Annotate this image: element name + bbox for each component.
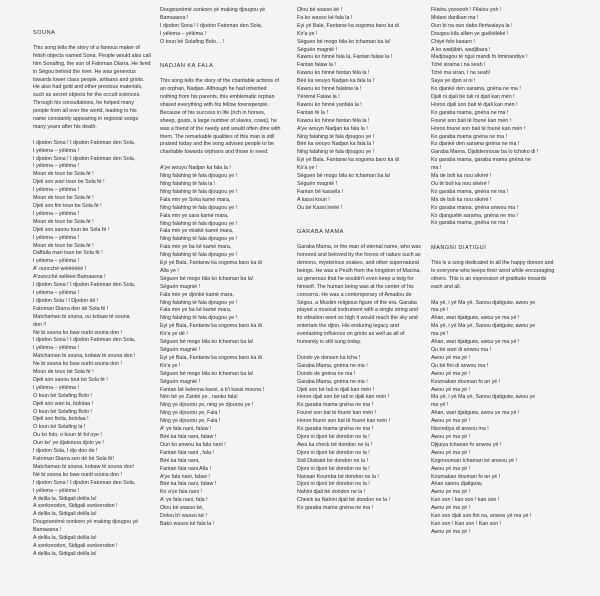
lyric-line: Kogmouman tchaman ké anwou yé !: [431, 457, 517, 464]
lyric-line: Awou ye ma yé !: [431, 433, 471, 440]
lyric-line: Moun de toun be Sola fé !: [33, 242, 94, 249]
section-intro-nadjan-ka-fala: This song tells the story of the charitable actions of an orphan, Nadjan. Although he had inherited nothing from his parents, this emblematic orphan shared everything with his fellow townspeople. Because of his success in life (rich in horses, sheep, goats, a large number of slaves, cows), he was a friend of the needy and would often dine with them. The remarkable qualities of this man is still praised today and the song advises people to be charitable towards orphans and those in need.: [160, 78, 281, 156]
lyric-line: Eyi yé Bala, Fantanw ka sogoma baro ka di: [297, 22, 399, 29]
lyric-line: Awou yé ma yé !: [431, 528, 471, 535]
lyric-line: Djeli son sanou toun be Sola fé !: [33, 226, 110, 233]
lyric-line: Horon djali son bali té djali kan mén !: [431, 101, 518, 108]
lyric-line: Alla ye !: [160, 267, 179, 274]
lyric-line: Awou yé ma yé !: [431, 354, 471, 361]
lyric-line: Djali ni djali bé tali ni djali kan mén !: [431, 93, 515, 100]
lyric-line: Ko garaba mama gnéna ne ma !: [297, 402, 373, 409]
lyric-line: Fatoman Diarra den dé Sola fé !: [33, 305, 109, 312]
lyric-line: Fala min ye djonké kamé mara,: [160, 291, 234, 298]
lyric-line: I yélema – yéléma !: [160, 30, 206, 37]
lyric-line: Béé ka fala nani,: [160, 457, 200, 464]
lyric-line: Né bi souna ko baw ourdi souna don !: [33, 471, 122, 478]
lyric-line: Djeli son finila, bololaa !: [33, 416, 89, 423]
lyric-line: Fantan fé la !: [297, 109, 328, 116]
lyric-line: A' ye fala nani, falaw !: [160, 426, 212, 433]
lyric-line: A sonkorodon, Sidigali sonkorodon !: [33, 542, 118, 549]
lyric-line: Ning falahing té fala djougou ye !: [297, 133, 375, 140]
lyric-line: Ko garaba mama, gnéna ne ma !: [431, 109, 509, 116]
lyric-line: I djodon Sola ! I Djodon dé !: [33, 297, 99, 304]
lyric-line: Fala min ye ba ké kamé mara,: [160, 307, 232, 314]
section-intro-mangni-diatigui: This is a song dedicated to all the happy donors and to everyone who keeps their word while encouraging others. This is an expression of gratitude towards each and all.: [431, 260, 555, 290]
lyric-line: Chiyé folo kasarn !: [431, 38, 475, 45]
lyric-line: A ko wadjibiri, wadjibara !: [431, 46, 491, 53]
lyric-line: Moun de toun bé Sola fé !: [33, 369, 94, 376]
lyric-line: Ning falahing té fala djougou ye !: [160, 299, 238, 306]
lyric-line: ma yé !: [431, 307, 449, 314]
lyric-line: I djodon Sona ! I djodon Fatoman den Sola,: [33, 337, 136, 344]
lyric-line: Kir'a ye dé !: [160, 331, 188, 338]
lyric-line: Nisondiya di anwou ma !: [431, 426, 489, 433]
lyric-line: ma !: [431, 165, 442, 172]
lyric-line: Bamaasna !: [160, 14, 189, 21]
lyric-line: Djoni ni djoni bé dondon ne la !: [297, 449, 370, 456]
lyric-line: I yélema – yéléma !: [33, 234, 79, 241]
lyric-line: Ma yé, i yé Ma yé, Sanou djatiguiw, awou ye: [431, 299, 536, 306]
lyric-line: Awou yé ma yé !: [431, 505, 471, 512]
lyric-line: Awou ye ma yé !: [431, 418, 471, 425]
lyric-line: Awa ka check bé dondon ne la !: [297, 441, 372, 448]
lyric-line: Nansan Koumba bé dondon ne la !: [297, 473, 379, 480]
lyric-line: Horon djali son bé tali ni djali kan mén !: [297, 394, 390, 401]
lyric-line: Garaba Mama, gnéna ne ma !: [297, 362, 368, 369]
lyric-line: Ou ko folo, o koun té fol oye !: [33, 432, 102, 439]
lyric-line: Ko djanguélé sarama, gnéna ne ma !: [431, 212, 518, 219]
lyric-line: Fantan fala nani Alla !: [160, 465, 211, 472]
lyric-line: Kawou ko hinné yanfala la !: [297, 101, 362, 108]
lyric-line: Matchaman bi souna, kobaw té souna don !: [33, 353, 136, 360]
lyric-line: A' ouncché welééééé !: [33, 266, 87, 273]
lyric-line: I yélema – yéléma !: [33, 210, 79, 217]
lyric-line: Fala min ye misiké kamé mara,: [160, 228, 234, 235]
lyric-line: Ou bé fini di anwou ma !: [431, 362, 489, 369]
lyric-line: Tché sirama i na seah !: [431, 62, 486, 69]
lyric-line: I djodon Sona ! I djodon Fatoman den Sola,: [33, 282, 136, 289]
lyric-line: Koumakan douman fo an yé !: [431, 473, 501, 480]
lyric-line: A'ouncché wéléee Bamaasna !: [33, 274, 106, 281]
lyric-line: Ko a'ye fala nani !: [160, 489, 202, 496]
lyric-line: Ning falahing té fala djougou ye !: [160, 252, 238, 259]
lyric-line: Séguén magnié !: [160, 378, 201, 385]
lyric-line: Ning falahing té fala djougou ye !: [160, 236, 238, 243]
lyric-line: Ko garaba mama gnéna ne ma !: [297, 426, 373, 433]
lyric-line: Awou ye ma yé !: [431, 489, 471, 496]
lyric-line: Filalou yoooooh ! Filalou yoh !: [431, 7, 502, 13]
lyric-line: Ahan, wari djatiguiw, awou ye ma yé !: [431, 410, 520, 417]
lyric-line: Ko djanké den sarama, gnéna ne ma !: [431, 86, 521, 93]
lyric-line: Ko garaba mama, gnéna ne ma !: [431, 188, 509, 195]
lyric-line: Kir'a ye !: [297, 30, 318, 37]
lyric-line: Madjougou té ngui mandi fo timinandiye !: [431, 54, 528, 61]
lyrics-garaba-mama: [297, 355, 422, 513]
lyric-line: Fala min ye sara kamé mara,: [160, 212, 229, 219]
lyric-line: Ko garaba mama, garaba mama gnéna ne: [431, 157, 531, 164]
lyric-line: Koumakan douman fo an yé !: [431, 378, 501, 385]
lyric-line: Ne bi souna ko baw ourbi souna don !: [33, 329, 122, 336]
lyric-line: Awou yé ma yé !: [431, 449, 471, 456]
lyric-line: Fantan bé kelenna kassi, a b'i kassi mouna !: [160, 386, 265, 393]
lyric-line: Djeli son fini toun be Sola fé !: [33, 203, 102, 209]
section-title-garaba-mama: GARABA MAMA: [297, 229, 344, 236]
lyric-line: Kir'a ye !: [160, 362, 181, 369]
lyric-line: Ahan sanou djatiguiw,: [431, 481, 483, 488]
lyric-line: Béé ka wouyo Nadjan ka fala la !: [297, 141, 375, 148]
lyric-line: Bamaasna !: [33, 527, 62, 534]
lyric-line: Fantan fala nani , fala !: [160, 449, 214, 456]
lyric-line: Ning falahing té fala djougou ye !: [297, 149, 375, 156]
lyric-line: Fa ko wasso ké fala la !: [297, 14, 353, 21]
section-title-mangni-diatigui: MANGNI DIATIGUI: [431, 245, 487, 252]
lyric-line: Ning falahing té fala djougou ye !: [160, 204, 238, 211]
lyric-line: Horon founé son bali té founé kan mén !: [431, 125, 526, 132]
lyric-line: Ning ye djourou ye, Fala !: [160, 418, 221, 425]
lyric-line: Ning ye djourou ye, Fala !: [160, 410, 221, 417]
lyric-line: Kawou ko hinné fala la, Fantan falaw la !: [297, 54, 393, 61]
lyric-line: Kir'a ye !: [297, 165, 318, 172]
lyric-line: O toun bé Solafing Bolo !: [33, 408, 92, 415]
lyric-line: A delila la, Sidigali delila la!: [33, 535, 97, 542]
column-2: [160, 7, 282, 529]
lyric-line: Ning falahing té fala la !: [160, 180, 216, 187]
lyric-line: I yélema – yéléma !: [33, 345, 79, 352]
lyric-line: Séguen bé mogo bila ko tchaman ba la!: [160, 275, 254, 282]
lyric-line: Kawou ko hinné fantan féla la !: [297, 117, 370, 124]
lyric-line: Garaba Mama, Djalidennouw ba lo tchoko di !: [431, 149, 539, 156]
lyric-line: O toun bé Solafing Bolo… !: [160, 38, 225, 45]
lyric-line: Dougou kila allien ye guékéléké !: [431, 30, 509, 37]
lyric-line: O toun bé Solafing Bolo !: [33, 392, 92, 399]
lyrics-nadjan-ka-fala: [160, 165, 282, 529]
lyric-line: I djodon Sona ! I djodon Fatoman den Sola,: [33, 479, 136, 486]
lyric-line: A delila la, Sidigali delila la!: [33, 495, 97, 502]
lyric-line: A'ye wouyo Nadjan ka fala la !: [160, 165, 231, 172]
lyric-line: Ma yé, i yé Ma yé, Sanou djatiguiw, awou ye: [431, 323, 536, 330]
lyric-line: A' ye fala nani, fala !: [160, 497, 208, 504]
lyric-line: Eyi yé Bala, Fantanw ka sogoma baro ka di: [160, 323, 262, 330]
section-title-nadjan-ka-fala: NADJAN KA FALA: [160, 63, 214, 70]
lyric-line: Séguén magnié !: [297, 46, 338, 53]
lyric-line: Dondo ye donsen ka tcha !: [297, 354, 361, 361]
lyric-line: Fantan falaw la !: [297, 62, 336, 69]
lyric-line: Séguén magnié !: [160, 283, 201, 290]
lyric-line: Béé ka fala nani, falaw !: [160, 433, 217, 440]
lyric-line: Ko garaba mama, gnéna anwou ma !: [431, 204, 519, 211]
lyric-line: Garaba Mama, gnéna ne ma !: [297, 378, 368, 385]
lyric-line: Ning falahing té fala djougou ye !: [160, 315, 238, 322]
lyrics-mangni-diatigui: [431, 300, 559, 537]
lyric-line: don !!: [33, 321, 47, 328]
lyric-line: Djeli son sanou tout bé Sola fé !: [33, 376, 108, 383]
lyric-line: Djeli son wari toun be Sola fé !: [33, 179, 105, 186]
lyric-line: I yélema – yéléma !: [33, 258, 79, 265]
lyric-line: Oun bi na oun dabo fleriwalaya la !: [431, 22, 513, 29]
lyric-line: I yélema – yéléma !: [33, 147, 79, 154]
lyric-line: Ko garaba mama gnéna ne ma !: [431, 133, 507, 140]
lyric-line: Séguen bé mogo bila ko tchaman ba la!: [297, 38, 391, 45]
lyric-line: A kassi koun !: [297, 196, 330, 203]
lyric-line: Founé son bal té founé kan mén !: [297, 410, 376, 417]
lyric-line: Ma de boli ka nou sikéré !: [431, 173, 492, 180]
lyric-line: I yélema – yéléma !: [33, 487, 79, 494]
lyric-line: Kan son djali son fini na, anwou yé ma yé !: [431, 513, 532, 520]
lyric-line: I djodon Sona ! I djodon Fatoman den Sola,: [160, 22, 263, 29]
lyric-line: I yélema – yéléma !: [33, 384, 79, 391]
lyric-line: Midani danlkan ma !: [431, 14, 479, 21]
lyric-line: Matchaman bi souna, kobaw té souna don!: [33, 463, 135, 470]
lyric-line: I yélema – yéléma !: [33, 289, 79, 296]
lyric-line: Eyi yé Bala, Fantanw ka sogoma baro ka di: [297, 157, 399, 164]
lyric-line: Ning falahing té fala djougou ye !: [160, 173, 238, 180]
lyric-line: Daffalla mari toun be Sola fé !: [33, 250, 103, 257]
lyric-line: Ning ye djourou ye, ning ye djourou ye !: [160, 402, 254, 409]
lyric-line: Fala min ye ba ké kamé mara,: [160, 244, 232, 251]
lyric-line: Eyi yé Bala, Fantanw ka sogoma baro ka di: [160, 260, 262, 267]
lyric-line: Awou yé ma yé !: [431, 465, 471, 472]
lyric-line: Awou yé ma yé !: [431, 370, 471, 377]
lyric-line: A delila la, Sidigali delila la!: [33, 550, 97, 557]
lyric-line: Ko djanké den sarama gnéna ne ma !: [431, 141, 520, 148]
lyric-line: Ou té boli ka nou sikéré !: [431, 180, 490, 187]
lyric-line: I yélema – yéléma !: [33, 187, 79, 194]
lyric-line: Dondo de gnéna ne ma !: [297, 370, 356, 377]
lyric-line: A delila la, Sidigali delila la!: [33, 511, 97, 518]
lyric-line: Fala min ye Soka kamé mara,: [160, 196, 231, 203]
column-1: [33, 29, 151, 559]
column-4: [431, 7, 559, 537]
lyric-line: Djeli son bé tali ni djali kan mén !: [297, 386, 375, 393]
column-3: [297, 7, 422, 513]
lyric-line: Djoni ni djoni bé dondon ne la !: [297, 481, 370, 488]
lyric-line: Ne bi souna ko baw ourbi souna don !: [33, 361, 122, 368]
lyric-line: Djeli son wari la, bololaa !: [33, 400, 94, 407]
lyric-line: Djijuiya tchanan fo anwou yé !: [431, 441, 502, 448]
lyric-line: Ning falahing té fala djougou ye !: [160, 220, 238, 227]
lyric-line: Dolou b'i wasso ké !: [160, 513, 207, 520]
lyric-line: Tché ma siran, I na seah!: [431, 70, 491, 77]
lyric-line: Olou bé wasso ké !: [297, 7, 343, 13]
lyric-line: Olou bé wasso ké,: [160, 505, 204, 512]
section-title-souna: SOUNA: [33, 30, 56, 36]
lyric-line: Matchaman bi souna, ou kobaw té souna: [33, 313, 130, 320]
lyric-line: Founé son bali té founé kan mén !: [431, 117, 512, 124]
lyrics-souna-continued: [160, 7, 282, 47]
lyric-line: Djoni ni djoni bé dondon ne la !: [297, 433, 370, 440]
lyric-line: Séguén magnié !: [297, 180, 338, 187]
lyric-line: Fantan bé kasséla !: [297, 188, 344, 195]
lyric-line: Séguen bé mogo bila ko tchaman ba la!: [160, 370, 254, 377]
section-intro-souna: This song tells the story of a famous maker of fetish objects named Sona. People would also call him Sonafing, the son of Fatoman Diarra. He lived in Ségou behind the river. He was generous towards lower class people, artisans and griots. He also had gold and other precious materials, such as secret objects for the occult sciences. Through his consultations, he helped many people from all over the world, leading to his name constantly appearing in regional songs many years after his death.: [33, 44, 151, 130]
lyric-line: I djodon Sola, I djo don de !: [33, 448, 98, 455]
lyric-line: I yélema – yéléma !: [33, 163, 79, 170]
lyrics-nadjan-ka-fala-continued: [297, 7, 422, 213]
lyric-line: Béé ka wouyo Nadjan ka fala la !: [297, 78, 375, 85]
lyric-line: Dougounémé sonkoro yé making djougou yé: [33, 519, 139, 526]
lyric-line: Ko garaba mama, gnéna ne ma !: [431, 220, 509, 227]
lyric-line: Kan son ! Kan son ! Kan son !: [431, 520, 502, 527]
lyric-line: I djodon Sona ! I djodon Fatoman den Sola,: [33, 139, 136, 146]
lyric-line: ma yé !: [431, 402, 449, 409]
lyric-line: Saya ye djon si ni !: [431, 78, 476, 85]
lyric-line: Djoni ni djoni bé dondon ne la !: [297, 465, 370, 472]
lyric-line: Eyi yé Bala, Fantanw ka sogoma baro ka di: [160, 354, 262, 361]
lyric-line: Cheick ka Nahini djali bé dondon ne la !: [297, 497, 391, 504]
lyric-line: Ma yé, i yé Ma yé, Sanou djatiguiw, awou ye: [431, 394, 536, 401]
lyric-line: Yérémé Falaw la !: [297, 93, 340, 100]
lyric-line: Ou bé Kassi hééé !: [297, 204, 343, 211]
lyric-line: Séguen bé mogo bila ko tchaman ba la!: [160, 339, 254, 346]
lyric-line: A'ye fala nani, falaw !: [160, 473, 210, 480]
lyric-line: Nén bé ye Zanké ye , nanko fala!: [160, 394, 238, 401]
lyric-line: Moun de toun be Sola fé !: [33, 218, 94, 225]
lyric-line: Ko garaba mama gnéna ne ma !: [297, 505, 373, 512]
lyric-line: Kawou ko hinné falatow la !: [297, 86, 362, 93]
lyric-line: Awou yé ma yé !: [431, 386, 471, 393]
lyric-line: Fatoman Diarra sen dé bé Sola fé!: [33, 456, 114, 462]
lyrics-garaba-mama-continued: [431, 7, 559, 228]
lyric-line: Séguen bé mogo bila ko tchaman ba la!: [297, 173, 391, 180]
lyric-line: A'ye wouyo Nadjan ka fala la !: [297, 125, 368, 132]
lyric-line: A sonkorodon, Sidigali sonkorodon !: [33, 503, 118, 510]
lyric-line: Nahini djali bé dondon ne la !: [297, 489, 366, 496]
lyric-line: O toun bé Solafing la !: [33, 424, 86, 431]
lyric-line: I djodon Sona ! I djodon Fatoman den Sola,: [33, 155, 136, 162]
lyric-line: Kan son ! kan son ! kan son !: [431, 497, 500, 504]
lyric-line: Oun ko' ye djakouna djolo ye !: [33, 440, 104, 447]
lyric-line: Séguén magnié !: [160, 347, 201, 353]
lyric-line: Dougounémé sonkoro yé making djougou yé: [160, 7, 266, 13]
lyric-line: Ning falahing té fala djougou ye !: [160, 188, 238, 195]
section-intro-garaba-mama: Garaba Mama, or the man of eternal name, who was honored and beloved by the forces of nature such as demons, mysterious snakes, and other supernatural beings. He was a Peulh from the kingdom of Macina, so generous that he wouldn't even keep a twig for himself. The human being was at the center of his concerns. He was a contemporary of Amadou de Ségou, a Muslim religious figure of the era. Garaba played a musical instrument with a single string and its vibration went so high it would reach the sky and entertain the djinn. His enduring legacy and everlasting influence on griots as well as all of humanity is still sung today.: [297, 244, 421, 346]
lyric-line: Ahan, wari djatiguiw, awou ye ma yé !: [431, 339, 520, 346]
lyric-line: Ou bé wari di anwou ma !: [431, 347, 492, 353]
lyric-line: Bako wasso ké fala la !: [160, 520, 215, 527]
lyrics-souna: [33, 140, 151, 559]
lyric-line: Sidi Diabaté bé dondon ne la !: [297, 457, 368, 464]
lyric-line: Moun de toun be Sola fé !: [33, 171, 94, 178]
lyric-line: Kawou ko hinné fantan féla la !: [297, 70, 370, 77]
lyric-line: Moun de toun be Sola fé !: [33, 195, 94, 202]
lyric-line: Ahan, wari djatiguiw, awou ye ma yé !: [431, 315, 520, 322]
lyric-line: ma yé !: [431, 331, 449, 338]
lyric-line: Béé ka fala nani, falaw !: [160, 481, 217, 488]
lyric-line: Ma de boli ka nou sikéré !: [431, 196, 492, 203]
lyric-line: Horon founé son bal té founé kan mén !: [297, 418, 391, 425]
lyric-line: Oun ko anwou ka fala nani !: [160, 441, 226, 448]
